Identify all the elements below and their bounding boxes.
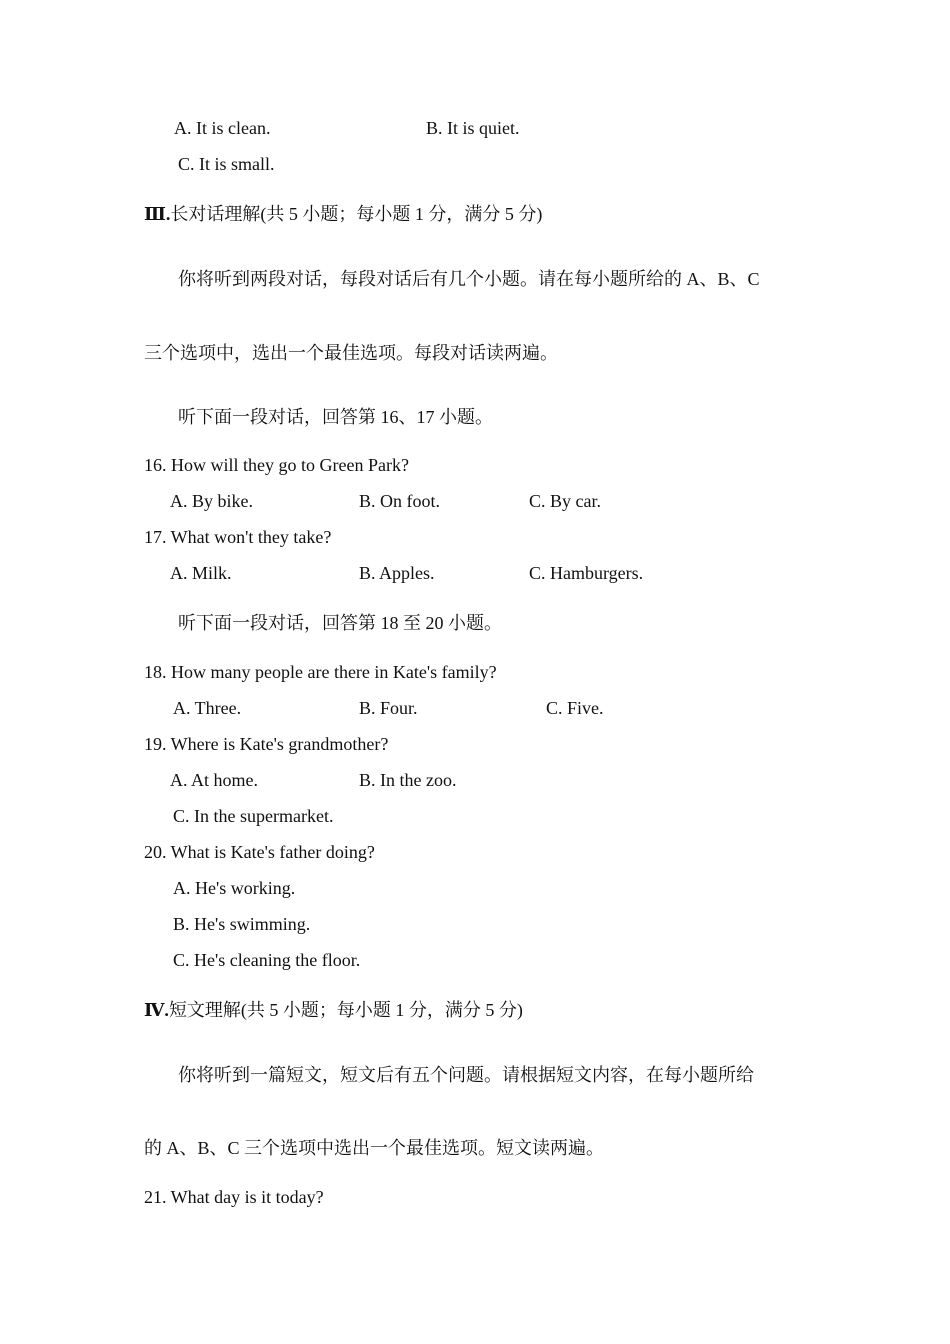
dialogue2-intro: 听下面一段对话，回答第 18 至 20 小题。 xyxy=(178,613,502,633)
q20-option-a: A. He's working. xyxy=(173,878,296,898)
section3-heading xyxy=(144,203,542,225)
section4-heading xyxy=(144,999,523,1021)
section4-title: 短文理解(共 5 小题；每小题 1 分，满分 5 分) xyxy=(168,1000,523,1020)
section4-numeral: Ⅳ. xyxy=(144,1000,169,1020)
q17-stem: 17. What won't they take? xyxy=(144,527,332,547)
q16-stem: 16. How will they go to Green Park? xyxy=(144,455,409,475)
q16-option-b: B. On foot. xyxy=(359,491,440,511)
q20-stem: 20. What is Kate's father doing? xyxy=(144,842,375,862)
q18-stem: 18. How many people are there in Kate's family? xyxy=(144,662,497,682)
section3-instruction-line2: 三个选项中，选出一个最佳选项。每段对话读两遍。 xyxy=(144,343,558,363)
q20-option-c: C. He's cleaning the floor. xyxy=(173,950,361,970)
q16-option-a: A. By bike. xyxy=(170,491,253,511)
q17-option-a: A. Milk. xyxy=(170,563,232,583)
section3-numeral: Ⅲ. xyxy=(144,204,171,224)
section3-instruction-line1: 你将听到两段对话，每段对话后有几个小题。请在每小题所给的 A、B、C xyxy=(178,269,760,289)
q18-option-c: C. Five. xyxy=(546,698,604,718)
section3-title: 长对话理解(共 5 小题；每小题 1 分，满分 5 分) xyxy=(170,204,543,224)
dialogue1-intro: 听下面一段对话，回答第 16、17 小题。 xyxy=(178,407,493,427)
q18-option-a: A. Three. xyxy=(173,698,242,718)
q19-option-b: B. In the zoo. xyxy=(359,770,457,790)
q19-stem: 19. Where is Kate's grandmother? xyxy=(144,734,389,754)
q15-option-c: C. It is small. xyxy=(178,154,275,174)
q18-option-b: B. Four. xyxy=(359,698,418,718)
q19-option-c: C. In the supermarket. xyxy=(173,806,334,826)
q17-option-b: B. Apples. xyxy=(359,563,435,583)
section4-instruction-line2: 的 A、B、C 三个选项中选出一个最佳选项。短文读两遍。 xyxy=(144,1138,605,1158)
q19-option-a: A. At home. xyxy=(170,770,258,790)
q21-stem: 21. What day is it today? xyxy=(144,1187,324,1207)
q20-option-b: B. He's swimming. xyxy=(173,914,311,934)
q15-option-a: A. It is clean. xyxy=(174,118,271,138)
q15-option-b: B. It is quiet. xyxy=(426,118,520,138)
section4-instruction-line1: 你将听到一篇短文，短文后有五个问题。请根据短文内容，在每小题所给 xyxy=(178,1065,754,1085)
q17-option-c: C. Hamburgers. xyxy=(529,563,644,583)
q16-option-c: C. By car. xyxy=(529,491,601,511)
